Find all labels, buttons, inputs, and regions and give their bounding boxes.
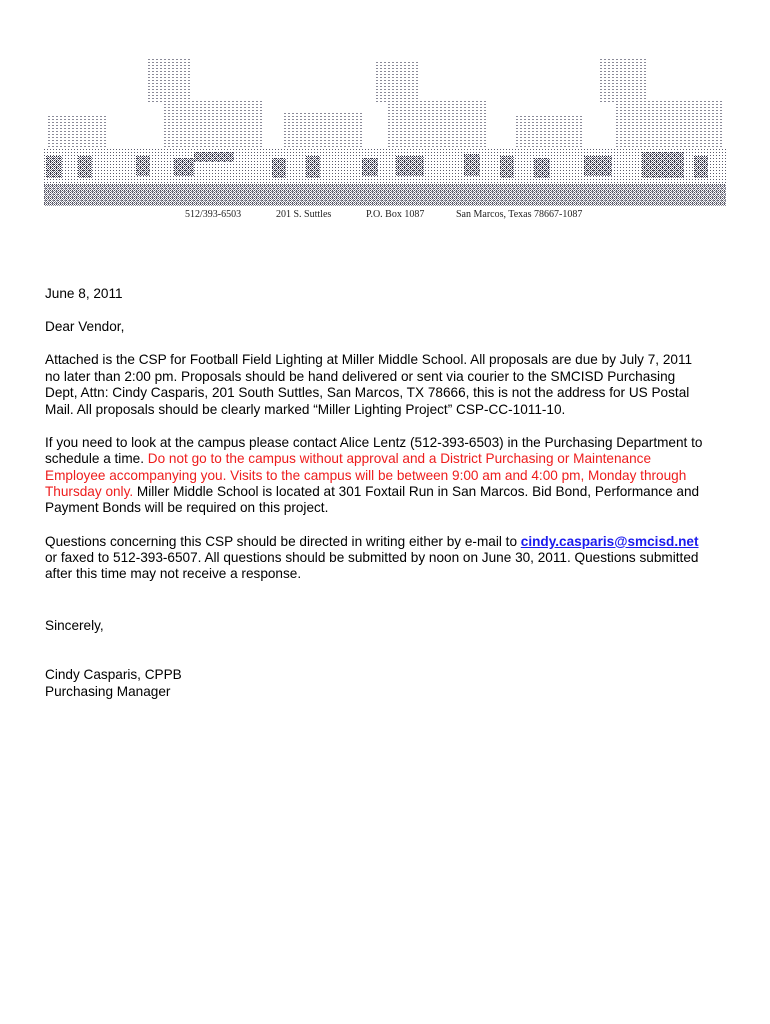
text-line: no later than 2:00 pm. Proposals should be hand delivered or sent via courier to the SMCISD Purchasing [45,368,676,384]
signer-title: Purchasing Manager [45,683,171,699]
text-line: Dept, Attn: Cindy Casparis, 201 South Suttles, San Marcos, TX 78666, this is not the address for US Postal [45,385,690,401]
text-line: Payment Bonds will be required on this project. [45,500,329,516]
paragraph-proposal-instructions [45,352,725,418]
text-segment: schedule a time. [45,451,148,467]
text-line: Mail. All proposals should be clearly marked “Miller Lighting Project” CSP-CC-1011-10. [45,401,566,417]
text-segment: Miller Middle School is located at 301 Foxtail Run in San Marcos. Bid Bond, Performance and [133,484,700,500]
warning-text: Employee accompanying you. Visits to the campus will be between 9:00 am and 4:00 pm, Monday through [45,467,687,483]
tower-middle [282,60,486,148]
tower-left [48,58,262,148]
letter-date: June 8, 2011 [45,286,123,301]
letterhead-po-box: P.O. Box 1087 [366,209,425,220]
text-line: If you need to look at the campus please contact Alice Lentz (512-393-6503) in the Purchasing Department to [45,434,703,450]
text-line [45,484,725,500]
warning-text: Thursday only. [45,484,134,500]
paragraph-campus-visit [45,435,725,517]
letterhead-logo [44,56,726,208]
letter-closing: Sincerely, [45,617,104,633]
letterhead-city: San Marcos, Texas 78667-1087 [456,209,583,220]
email-link[interactable]: cindy.casparis@smcisd.net [520,533,699,549]
text-line: Attached is the CSP for Football Field Lighting at Miller Middle School. All proposals are due by July 7, 2011 [45,352,693,368]
signer-name: Cindy Casparis, CPPB [45,667,182,683]
letter-body [45,286,725,700]
paragraph-questions [45,534,725,583]
text-segment: Questions concerning this CSP should be directed in writing either by e-mail to [45,533,521,549]
letterhead-contact-line [0,209,770,223]
text-line: or faxed to 512-393-6507. All questions should be submitted by noon on June 30, 2011. Questions submitted [45,550,699,566]
text-line [45,534,725,550]
letter-greeting: Dear Vendor, [45,319,125,335]
tower-right [514,58,724,148]
warning-text: Do not go to the campus without approval and a District Purchasing or Maintenance [147,451,652,467]
letterhead-phone: 512/393-6503 [185,209,242,220]
letterhead-street: 201 S. Suttles [276,209,332,220]
text-line [45,451,725,467]
text-line: after this time may not receive a response. [45,566,302,582]
